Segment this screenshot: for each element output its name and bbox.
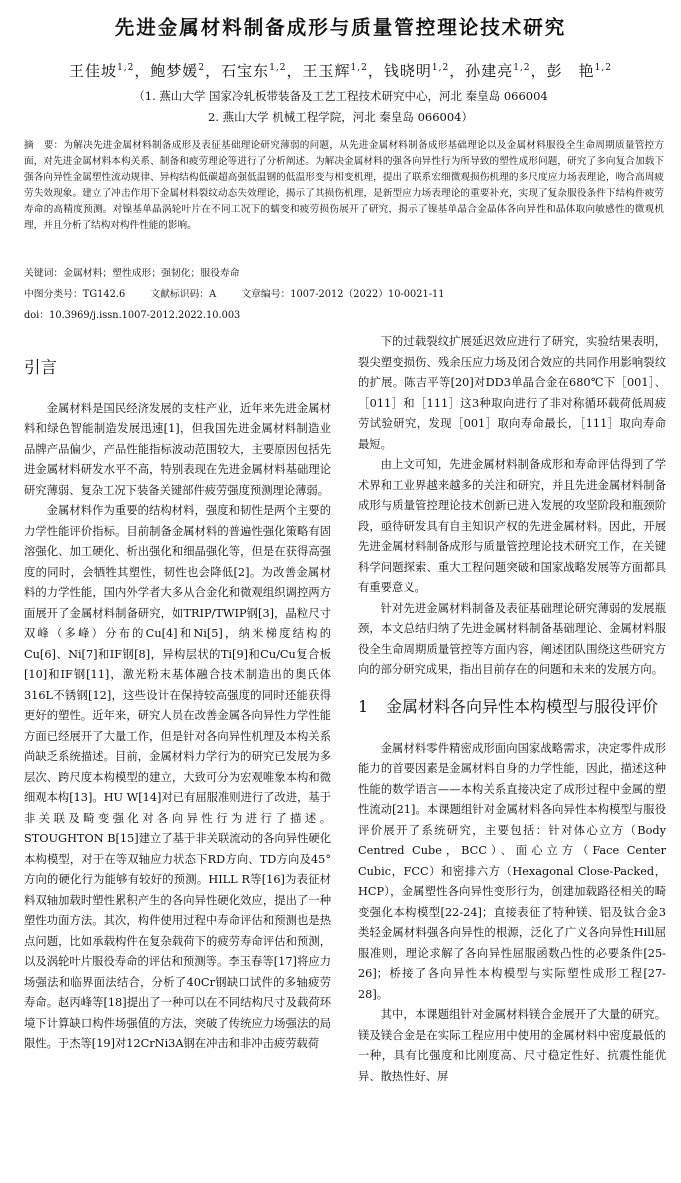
author-affiliation-mark: 1,2: [350, 63, 368, 73]
author-name: 孙建亮: [465, 62, 514, 80]
paper-title: 先进金属材料制备成形与质量管控理论技术研究: [114, 16, 567, 39]
article-number: 文章编号：1007-2012（2022）10-0021-11: [241, 289, 445, 300]
intro-paragraph-3: 下的过载裂纹扩展延迟效应进行了研究，实验结果表明，裂尖塑变损伤、残余压应力场及闭合效应的共同作用影响裂纹的扩展。陈吉平等[20]对DD3单晶合金在680℃下［001］、［011］和［111］这3种取向进行了非对称循环载荷低周疲劳试验研究，发现［001］取向寿命最长，［111］取向寿命最短。: [358, 335, 666, 451]
author-name: 王玉辉: [302, 62, 351, 80]
author-name: 鲍梦媛: [150, 62, 199, 80]
intro-paragraph-5: 针对先进金属材料制备及表征基础理论研究薄弱的发展瓶颈，本文总结归纳了先进金属材料制备基础理论、金属材料服役全生命周期质量管控等方面内容，阐述团队围绕这些研究方向的部分研究成果，指出目前存在的问题和未来的发展方向。: [358, 601, 666, 676]
author-affiliation-mark: 1,2: [594, 63, 612, 73]
section-1-title: 金属材料各向异性本构模型与服役评价: [386, 696, 659, 716]
affiliation-2: 2. 燕山大学 机械工程学院，河北 秦皇岛 066004）: [208, 110, 473, 124]
document-code: 文献标识码：A: [150, 289, 217, 300]
section-1-paragraph-2: 其中，本课题组针对金属材料镁合金展开了大量的研究。镁及镁合金是在实际工程应用中使用的金属材料中密度最低的一种，具有比强度和比刚度高、尺寸稳定性好、抗震性能优异、散热性好、屏: [358, 1008, 666, 1083]
author-name: 王佳坡: [69, 62, 118, 80]
author-name: 石宝东: [221, 62, 270, 80]
doi: doi：10.3969/j.issn.1007-2012.2022.10.003: [24, 310, 241, 321]
abstract: 摘 要：为解决先进金属材料制备成形及表征基础理论研究薄弱的问题，从先进金属材料制备成形基础理论以及金属材料服役全生命周期质量管控方面，对先进金属材料本构关系、制备和疲劳理论等进行了分析阐述。为解决金属材料的强各向异性行为所导致的塑性成形问题，研究了多向复合加载下强各向异性金属塑性流动规律、异构结构低碳超高强低温钢的低温形变与相变机理，提出了联系宏细微观损伤机理的多尺度应力场表理论，吻合高周疲劳失效现象。建立了冲击作用下金属材料裂纹动态失效理论，揭示了其损伤机理，是新型应力场表理论的重要补充，实现了复杂服役条件下结构件疲劳寿命的高精度预测。对镍基单晶涡轮叶片在不同工况下的蠕变和疲劳损伤展开了研究，揭示了镍基单晶合金晶体各向异性和晶体取向敏感性的微观机理，并且分析了结构对构件性能的影响。: [24, 140, 664, 231]
section-1-number: 1: [358, 696, 369, 716]
keywords: 关键词：金属材料；塑性成形；强韧化；服役寿命: [24, 268, 240, 279]
author-affiliation-mark: 2: [198, 63, 206, 73]
author-separator: ，: [530, 62, 547, 80]
author-separator: ，: [205, 62, 222, 80]
author-list: [0, 60, 681, 81]
clc-number: 中图分类号：TG142.6: [24, 289, 126, 300]
author-affiliation-mark: 1,2: [513, 63, 531, 73]
intro-paragraph-4: 由上文可知，先进金属材料制备成形和寿命评估得到了学术界和工业界越来越多的关注和研究，并且先进金属材料制备成形与质量管控理论技术创新已进入发展的攻坚阶段和瓶颈阶段，亟待研发具有自主知识产权的先进金属材料。因此，开展先进金属材料制备成形与质量管控理论技术研究工作，在关键科学问题探索、重大工程问题突破和国家战略发展等方面都具有重要意义。: [358, 458, 666, 594]
author-separator: ，: [449, 62, 466, 80]
author-separator: ，: [286, 62, 303, 80]
right-column: [358, 332, 666, 1087]
intro-paragraph-1: 金属材料是国民经济发展的支柱产业，近年来先进金属材料和绿色智能制造发展迅速[1]，但我国先进金属材料制造业品牌产品偏少，产品性能指标波动范围较大，主要原因包括先进金属材料研发水平不高，特别表现在先进金属材料基础理论研究薄弱、复杂工况下装备关键部件疲劳强度预测理论薄弱。: [24, 401, 331, 497]
author-separator: ，: [367, 62, 384, 80]
section-1-paragraph-1: 金属材料零件精密成形面向国家战略需求，决定零件成形能力的首要因素是金属材料自身的力学性能，因此，描述这种性能的数学语言——本构关系直接决定了成形过程中金属的塑性流动[21]。本课题组针对金属材料各向异性本构模型与服役评价展开了系统研究，主要包括：针对体心立方（Body Centred Cube，BCC）、面心立方（Face Center Cubic，FCC）和密排六方（Hexagonal Close-Packed，HCP），金属塑性各向异性变形行为，创建加载路径相关的畸变强化本构模型[22-24]；直接表征了特种镁、铝及钛合金3类轻金属材料强各向异性的根源，泛化了广义各向异性Hill屈服准则，理论求解了各向异性屈服函数凸性的必要条件[25-26]；桥接了各向异性本构模型与实际塑性成形工程[27-28]。: [358, 741, 666, 1001]
author-affiliation-mark: 1,2: [431, 63, 450, 73]
author-affiliation-mark: 1,2: [269, 63, 287, 73]
author-name: 钱晓明: [383, 62, 432, 80]
author-name: 彭 艳: [546, 62, 595, 80]
intro-paragraph-2: 金属材料作为重要的结构材料，强度和韧性是两个主要的力学性能评价指标。目前制备金属材料的普遍性强化策略有固溶强化、加工硬化、析出强化和细晶强化等，但是在获得高强度的同时，会牺牲其塑性，韧性也会降低[2]。为改善金属材料的力学性能，国内外学者大多从合金化和微观组织调控两方面展开了金属材料制备研究，如TRIP/TWIP钢[3]，晶粒尺寸双峰（多峰）分布的Cu[4]和Ni[5]，纳米梯度结构的Cu[6]、Ni[7]和IF钢[8]，异构层状的Ti[9]和Cu/Cu复合板[10]和IF钢[11]，激光粉末基体融合技术制造出的奥氏体316L不锈钢[12]，这些设计在保持较高强度的同时还能获得更好的塑性。近年来，研究人员在改善金属各向异性力学性能方面已经展开了大量工作，但是针对各向异性机理及本构关系尚缺乏系统描述。目前，金属材料力学行为的研究已发展为多层次、跨尺度本构模型的建立，大致可分为宏观唯象本构和微细观本构[13]。HU W[14]对已有屈服准则进行了改进，基于非关联及畸变强化对各向异性行为进行了描述。STOUGHTON B[15]建立了基于非关联流动的各向异性硬化本构模型，对于在等双轴应力状态下RD方向、TD方向及45°方向的硬化行为能够有较好的预测。HILL R等[16]为表征材料双轴加载时塑性累积产生的各向异性硬化效应，提出了一种塑性功面方法。其次，构件使用过程中寿命评估和预测也是热点问题，比如承载构件在复杂载荷下的疲劳寿命评估和预测，以及涡轮叶片服役寿命的评估和预测等。李玉春等[17]将应力场强法和临界面法结合，分析了40Cr钢缺口试件的多轴疲劳寿命。赵丙峰等[18]提出了一种可以在不同结构尺寸及载荷环境下计算缺口构件场强值的方法，突破了传统应力场强法的局限性。于杰等[19]对12CrNi3A钢在冲击和非冲击疲劳载荷: [24, 504, 331, 1050]
affiliation-1: （1. 燕山大学 国家冷轧板带装备及工艺工程技术研究中心，河北 秦皇岛 066004: [133, 89, 548, 103]
author-separator: ，: [134, 62, 151, 80]
left-column: [24, 352, 331, 1055]
section-1-heading: [358, 695, 666, 719]
intro-heading: 引言: [24, 358, 57, 377]
classification-line: [24, 286, 664, 300]
author-affiliation-mark: 1,2: [117, 63, 135, 73]
